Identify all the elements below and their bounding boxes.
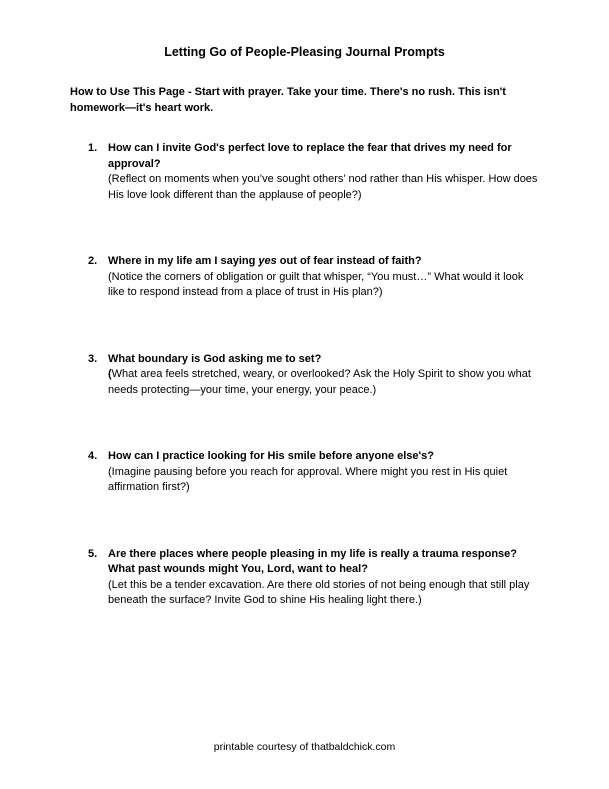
list-item bbox=[88, 547, 609, 609]
question-segment: Where in my life am I saying bbox=[108, 255, 259, 267]
question-segment: out of fear instead of faith? bbox=[276, 255, 422, 267]
question-emphasis: yes bbox=[258, 255, 277, 267]
prompt-reflection: (Let this be a tender excavation. Are there old stories of not being enough that still play beneath the surface? Invite God to shine His healing light there.) bbox=[108, 578, 530, 606]
prompt-reflection bbox=[108, 368, 531, 396]
prompt-question: How can I practice looking for His smile before anyone else's? bbox=[108, 450, 434, 462]
journal-prompt-list bbox=[88, 141, 609, 609]
footer-credit: printable courtesy of thatbaldchick.com bbox=[213, 741, 396, 753]
prompt-text bbox=[108, 449, 542, 496]
prompt-reflection: (Reflect on moments when you’ve sought others’ nod rather than His whisper. How does His love look different than the applause of people?) bbox=[108, 173, 538, 201]
prompt-number: 1. bbox=[88, 142, 98, 154]
prompt-text bbox=[108, 352, 542, 399]
prompt-text bbox=[108, 254, 542, 301]
page-title: Letting Go of People-Pleasing Journal Prompts bbox=[164, 45, 445, 59]
prompt-question: How can I invite God's perfect love to replace the fear that drives my need for approval? bbox=[108, 142, 512, 170]
reflection-open-paren: ( bbox=[108, 368, 112, 380]
prompt-text bbox=[108, 547, 542, 609]
prompt-number: 3. bbox=[88, 352, 98, 365]
prompt-text bbox=[108, 141, 542, 203]
list-item bbox=[88, 352, 609, 399]
prompt-number: 5. bbox=[88, 547, 98, 560]
how-to-use-instructions: How to Use This Page - Start with prayer. Take your time. There's no rush. This isn't homework—it's heart work. bbox=[70, 86, 506, 114]
prompt-reflection: (Imagine pausing before you reach for approval. Where might you rest in His quiet affirmation first?) bbox=[108, 465, 508, 493]
reflection-text: What area feels stretched, weary, or overlooked? Ask the Holy Spirit to show you what needs protecting—your time, your energy, your peace.) bbox=[108, 368, 531, 396]
list-item bbox=[88, 141, 609, 203]
prompt-number: 2. bbox=[88, 255, 98, 267]
list-item bbox=[88, 449, 609, 496]
prompt-question bbox=[108, 255, 422, 267]
prompt-number: 4. bbox=[88, 450, 98, 462]
prompt-reflection: (Notice the corners of obligation or guilt that whisper, “You must…” What would it look like to respond instead from a place of trust in His plan?) bbox=[108, 270, 524, 298]
prompt-question: What boundary is God asking me to set? bbox=[108, 352, 322, 365]
list-item bbox=[88, 254, 609, 301]
prompt-question: Are there places where people pleasing in my life is really a trauma response? What past wounds might You, Lord, want to heal? bbox=[108, 547, 517, 575]
